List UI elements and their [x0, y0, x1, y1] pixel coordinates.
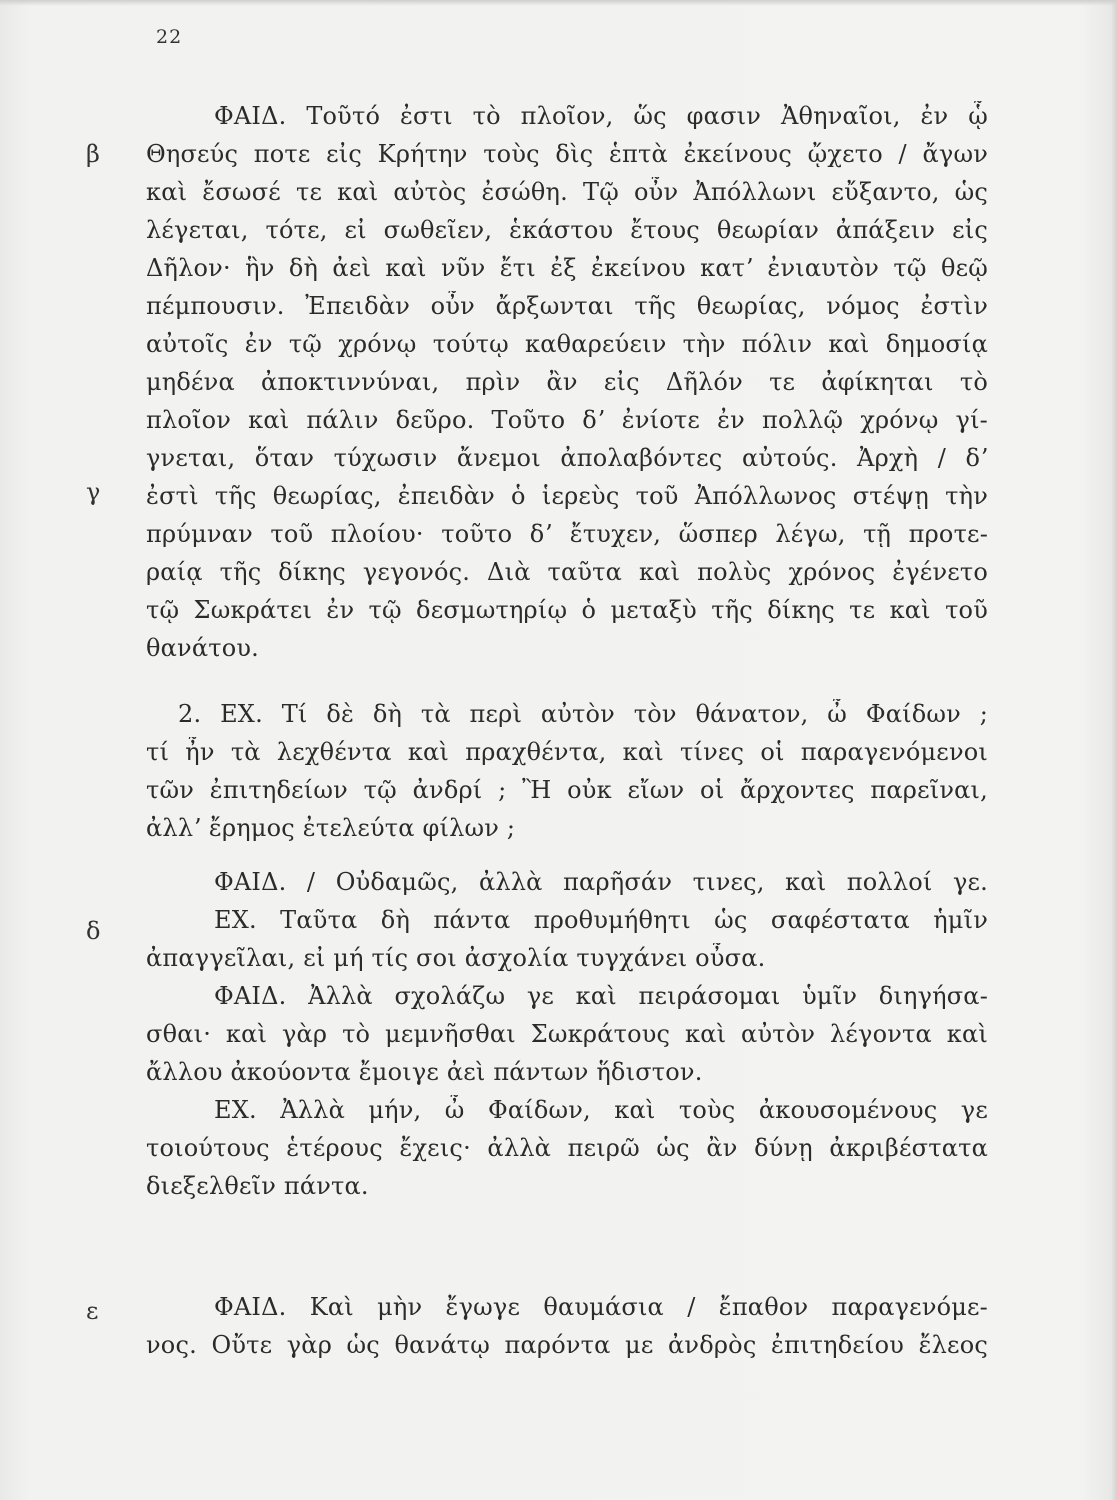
text-line: ΕΧ. Ἀλλὰ μήν, ὦ Φαίδων, καὶ τοὺς ἀκουσομένους γε — [214, 1096, 988, 1124]
margin-letter-gamma: γ — [86, 478, 101, 506]
margin-letter-delta: δ — [86, 917, 101, 945]
text-line: τῷ Σωκράτει ἐν τῷ δεσμωτηρίῳ ὁ μεταξὺ τῆς δίκης τε καὶ τοῦ — [146, 596, 988, 624]
text-line: ραίᾳ τῆς δίκης γεγονός. Διὰ ταῦτα καὶ πολὺς χρόνος ἐγένετο — [146, 558, 988, 586]
text-line: λέγεται, τότε, εἰ σωθεῖεν, ἑκάστου ἔτους θεωρίαν ἀπάξειν εἰς — [146, 216, 988, 244]
text-line: ΦΑΙΔ. Καὶ μὴν ἔγωγε θαυμάσια / ἔπαθον παραγενόμε- — [214, 1293, 988, 1321]
page-top-shadow — [0, 0, 1117, 6]
text-line: τῶν ἐπιτηδείων τῷ ἀνδρί ; Ἢ οὐκ εἴων οἱ ἄρχοντες παρεῖναι, — [146, 776, 988, 804]
page-right-shadow — [1111, 0, 1117, 1500]
text-line: ἐστὶ τῆς θεωρίας, ἐπειδὰν ὁ ἱερεὺς τοῦ Ἀπόλλωνος στέψῃ τὴν — [146, 482, 988, 510]
page-number: 22 — [156, 26, 183, 48]
text-line: νος. Οὔτε γὰρ ὡς θανάτῳ παρόντα με ἀνδρὸς ἐπιτηδείου ἔλεος — [146, 1331, 988, 1359]
text-line: πέμπουσιν. Ἐπειδὰν οὖν ἄρξωνται τῆς θεωρίας, νόμος ἐστὶν — [146, 292, 988, 320]
text-line: 2. ΕΧ. Τί δὲ δὴ τὰ περὶ αὐτὸν τὸν θάνατον, ὦ Φαίδων ; — [178, 700, 988, 728]
text-line: ΦΑΙΔ. Τοῦτό ἐστι τὸ πλοῖον, ὥς φασιν Ἀθηναῖοι, ἐν ᾧ — [214, 102, 988, 130]
margin-letter-epsilon: ε — [86, 1297, 99, 1325]
text-line: ἄλλου ἀκούοντα ἔμοιγε ἀεὶ πάντων ἥδιστον. — [146, 1058, 703, 1086]
text-line: τοιούτους ἑτέρους ἔχεις· ἀλλὰ πειρῶ ὡς ἂν δύνῃ ἀκριβέστατα — [146, 1134, 988, 1162]
text-line: μηδένα ἀποκτιννύναι, πρὶν ἂν εἰς Δῆλόν τε ἀφίκηται τὸ — [146, 368, 988, 396]
text-line: ΦΑΙΔ. / Οὐδαμῶς, ἀλλὰ παρῆσάν τινες, καὶ πολλοί γε. — [214, 868, 988, 896]
text-line: τί ἦν τὰ λεχθέντα καὶ πραχθέντα, καὶ τίνες οἱ παραγενόμενοι — [146, 738, 988, 766]
margin-letter-beta: β — [86, 140, 100, 168]
text-line: αὐτοῖς ἐν τῷ χρόνῳ τούτῳ καθαρεύειν τὴν πόλιν καὶ δημοσίᾳ — [146, 330, 988, 358]
text-line: διεξελθεῖν πάντα. — [146, 1172, 369, 1200]
text-line: Δῆλον· ἣν δὴ ἀεὶ καὶ νῦν ἔτι ἐξ ἐκείνου κατʼ ἐνιαυτὸν τῷ θεῷ — [146, 254, 988, 282]
text-line: Θησεύς ποτε εἰς Κρήτην τοὺς δὶς ἑπτὰ ἐκείνους ᾤχετο / ἄγων — [146, 140, 988, 168]
text-line: πλοῖον καὶ πάλιν δεῦρο. Τοῦτο δʼ ἐνίοτε ἐν πολλῷ χρόνῳ γί- — [146, 406, 988, 434]
text-line: ἀπαγγεῖλαι, εἰ μή τίς σοι ἀσχολία τυγχάνει οὖσα. — [146, 944, 766, 972]
text-line: ΦΑΙΔ. Ἀλλὰ σχολάζω γε καὶ πειράσομαι ὑμῖν διηγήσα- — [214, 982, 988, 1010]
text-line: γνεται, ὅταν τύχωσιν ἄνεμοι ἀπολαβόντες αὐτούς. Ἀρχὴ / δʼ — [146, 444, 988, 472]
text-line: πρύμναν τοῦ πλοίου· τοῦτο δʼ ἔτυχεν, ὥσπερ λέγω, τῇ προτε- — [146, 520, 988, 548]
text-line: σθαι· καὶ γὰρ τὸ μεμνῆσθαι Σωκράτους καὶ αὐτὸν λέγοντα καὶ — [146, 1020, 988, 1048]
text-line: ΕΧ. Ταῦτα δὴ πάντα προθυμήθητι ὡς σαφέστατα ἡμῖν — [214, 906, 988, 934]
text-line: καὶ ἔσωσέ τε καὶ αὐτὸς ἐσώθη. Τῷ οὖν Ἀπόλλωνι εὔξαντο, ὡς — [146, 178, 988, 206]
text-line: θανάτου. — [146, 634, 259, 662]
text-line: ἀλλʼ ἔρημος ἐτελεύτα φίλων ; — [146, 814, 516, 842]
